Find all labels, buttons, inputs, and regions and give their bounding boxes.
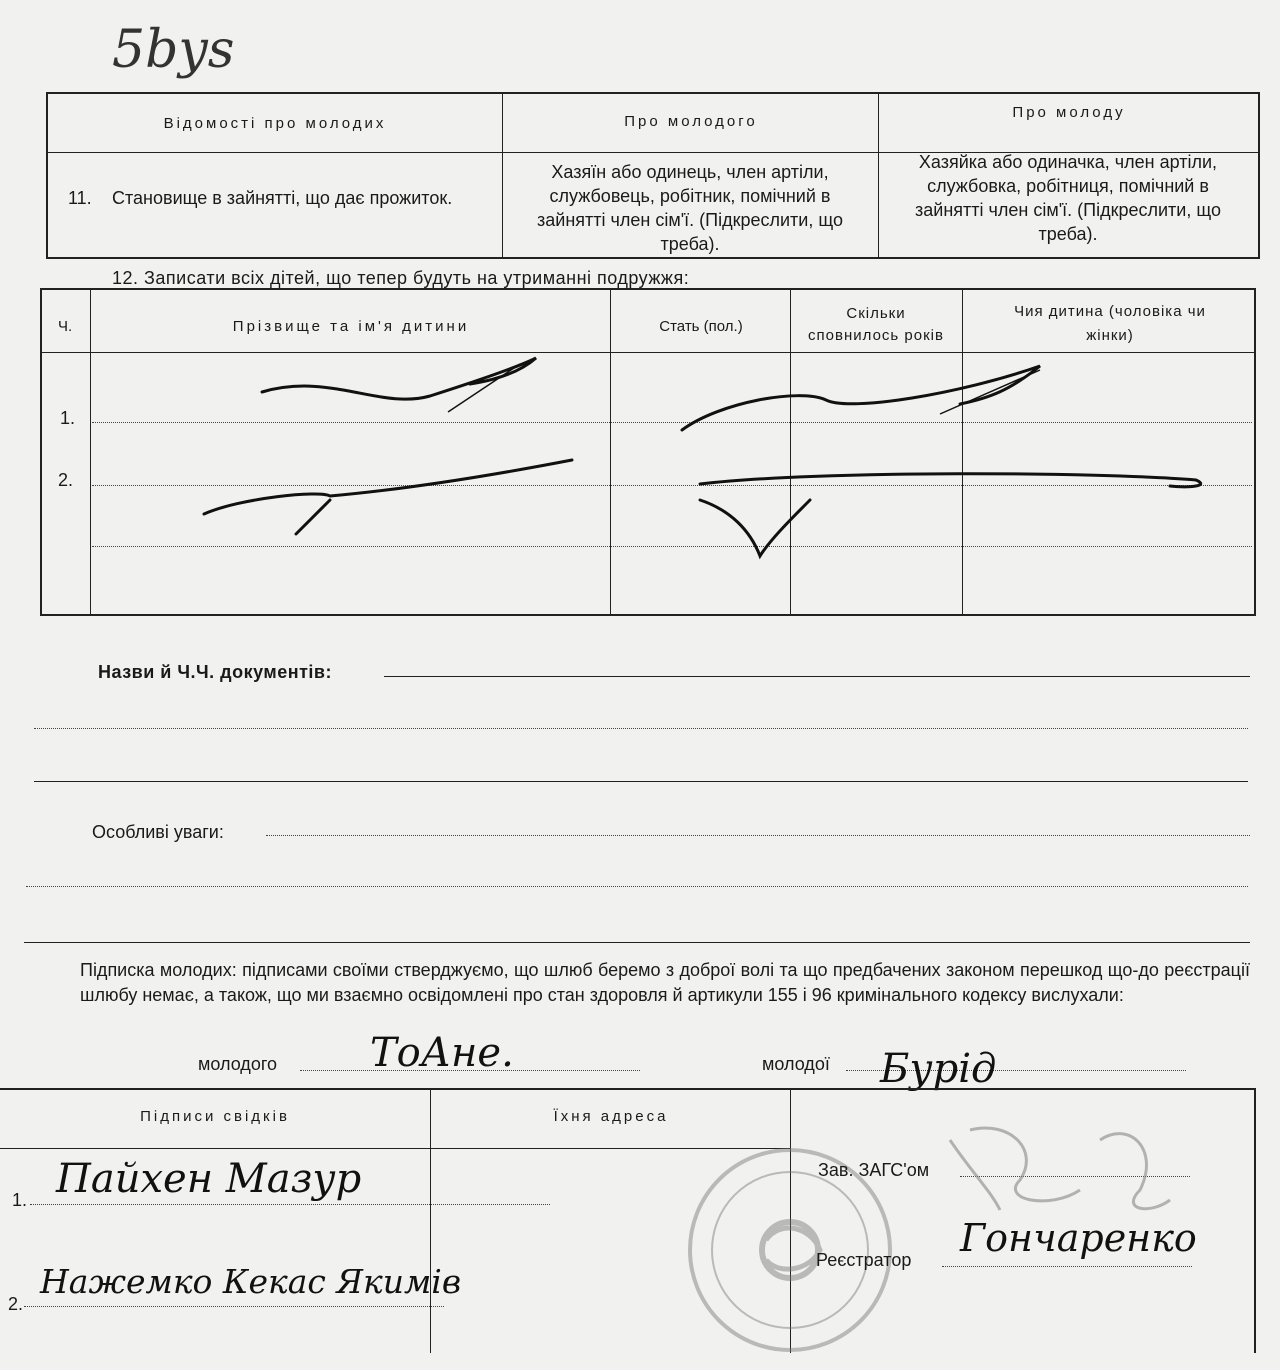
header-witness-signatures: Підписи свідків bbox=[140, 1108, 290, 1125]
witness-1-signature: Пайхен Мазур bbox=[56, 1156, 362, 1202]
remarks-line-3[interactable] bbox=[24, 942, 1250, 943]
witness-1-number: 1. bbox=[12, 1190, 28, 1210]
header-sex: Стать (пол.) bbox=[659, 318, 743, 335]
header-age: Скільки сповнилось років bbox=[808, 305, 944, 344]
documents-line-1[interactable] bbox=[384, 676, 1250, 677]
header-groom: Про молодого bbox=[624, 113, 758, 130]
groom-signature: ТоАне. bbox=[370, 1030, 514, 1076]
registrar-label: Реєстратор bbox=[816, 1250, 912, 1270]
remarks-label: Особливі уваги: bbox=[92, 822, 224, 842]
header-whose-child: Чия дитина (чоловіка чи жінки) bbox=[1014, 303, 1206, 344]
child-row-1-number: 1. bbox=[60, 408, 76, 428]
header-info: Відомості про молодих bbox=[163, 115, 387, 132]
witness-2-signature: Нажемко Кекас Якимів bbox=[40, 1262, 462, 1301]
registry-head-line[interactable] bbox=[960, 1176, 1190, 1177]
header-child-name: Прізвище та ім'я дитини bbox=[232, 318, 470, 335]
documents-line-2[interactable] bbox=[34, 728, 1248, 729]
header-bride: Про молоду bbox=[1012, 104, 1126, 121]
children-heading: 12. Записати всіх дітей, що тепер будуть на утриманні подружжя: bbox=[112, 268, 690, 288]
registrar-signature: Гончаренко bbox=[960, 1216, 1197, 1260]
registrar-line[interactable] bbox=[942, 1266, 1192, 1267]
bride-signature: Бурід bbox=[880, 1046, 997, 1092]
corner-note: 5bys bbox=[112, 20, 235, 80]
documents-line-3[interactable] bbox=[34, 781, 1248, 782]
statement-block bbox=[80, 958, 1250, 1008]
row11-groom-options: Хазяїн або одинець, член артіли, службовець, робітник, помічний в зайнятті член сім'ї. (Підкреслити, що треба). bbox=[537, 162, 843, 254]
remarks-line-2[interactable] bbox=[26, 886, 1248, 887]
registry-head-label: Зав. ЗАГС'ом bbox=[818, 1160, 930, 1180]
remarks-line-1[interactable] bbox=[266, 835, 1250, 836]
documents-label: Назви й Ч.Ч. документів: bbox=[98, 662, 332, 682]
child-row-2-number: 2. bbox=[58, 470, 74, 490]
header-witness-address: Їхня адреса bbox=[553, 1108, 669, 1125]
statement-text: підписами своїми стверджуємо, що шлюб беремо з доброї волі та що предбачених законом перешкод що-до реєстрації шлюбу немає, а також, що ми взаємно освідомлені про стан здоровля й артикули 155 і 96 кримінального кодексу вислухали: bbox=[80, 960, 1250, 1005]
statement-label: Підписка молодих: bbox=[80, 960, 237, 980]
groom-signature-label: молодого bbox=[198, 1054, 278, 1074]
witness-2-line[interactable] bbox=[24, 1306, 444, 1307]
row11-number: 11. bbox=[68, 188, 92, 208]
row11-bride-options: Хазяйка або одиначка, член артіли, службовка, робітниця, помічний в зайнятті член сім'ї. (Підкреслити, що треба). bbox=[915, 152, 1221, 244]
header-number: Ч. bbox=[58, 318, 73, 335]
witness-2-number: 2. bbox=[8, 1294, 24, 1314]
witness-1-line[interactable] bbox=[30, 1204, 550, 1205]
row11-label: Становище в зайнятті, що дає прожиток. bbox=[112, 188, 453, 208]
registry-head-signature bbox=[930, 1100, 1190, 1220]
bride-signature-label: молодої bbox=[762, 1054, 830, 1074]
